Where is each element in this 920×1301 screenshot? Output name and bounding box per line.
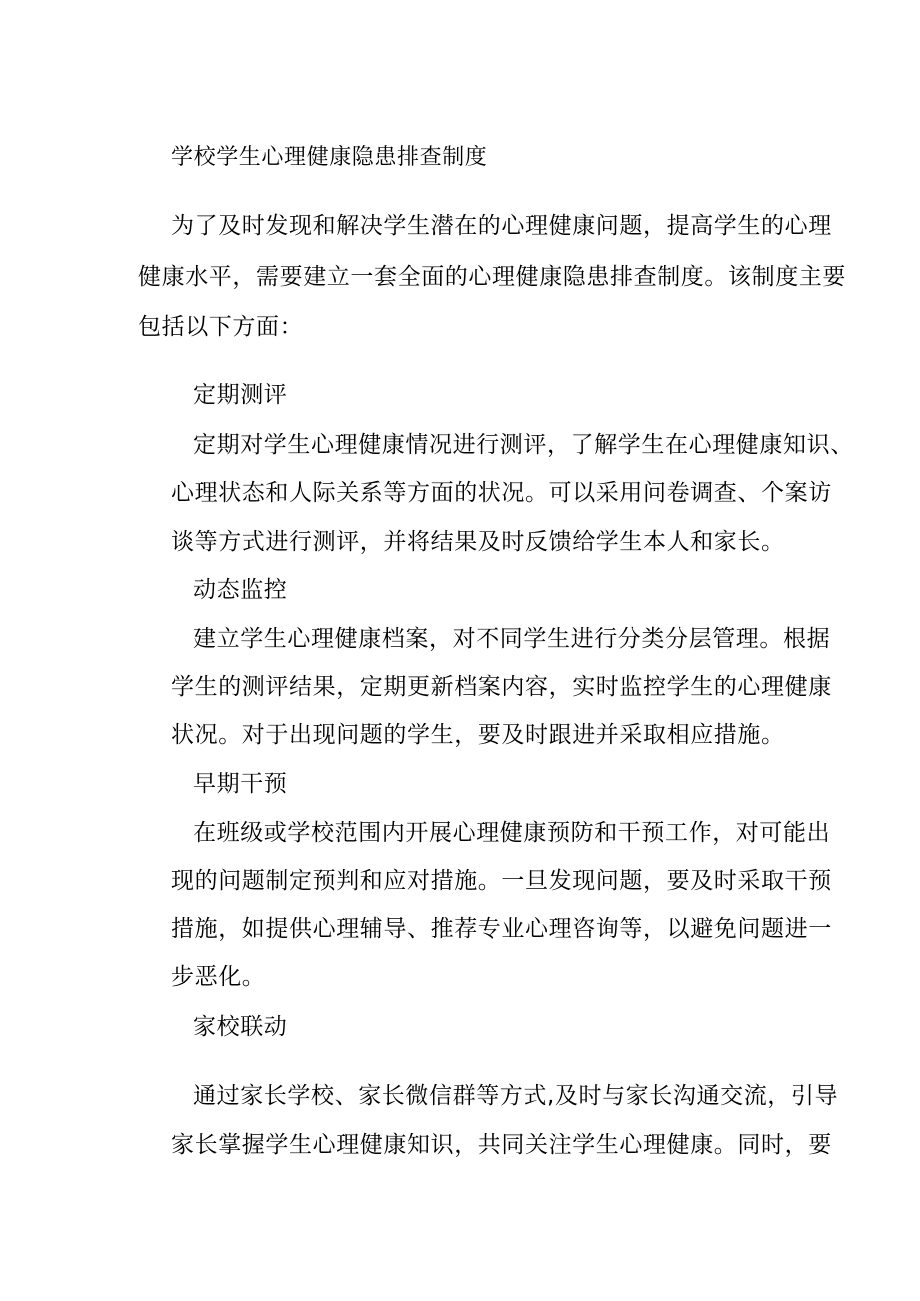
section-heading-dynamic-monitoring: 动态监控 xyxy=(193,577,288,603)
section-1-line-1: 定期对学生心理健康情况进行测评，了解学生在心理健康知识、 xyxy=(193,432,854,458)
section-heading-home-school-linkage: 家校联动 xyxy=(193,1014,288,1040)
section-1-line-3: 谈等方式进行测评，并将结果及时反馈给学生本人和家长。 xyxy=(171,529,785,555)
section-2-line-2: 学生的测评结果，定期更新档案内容，实时监控学生的心理健康 xyxy=(171,674,832,700)
section-3-line-3: 措施，如提供心理辅导、推荐专业心理咨询等，以避免问题进一 xyxy=(171,916,832,942)
intro-line-1: 为了及时发现和解决学生潜在的心理健康问题，提高学生的心理 xyxy=(171,213,832,239)
section-1-line-2: 心理状态和人际关系等方面的状况。可以采用问卷调查、个案访 xyxy=(171,480,832,506)
section-3-line-4: 步恶化。 xyxy=(171,964,266,990)
document-title: 学校学生心理健康隐患排查制度 xyxy=(171,145,488,170)
section-2-line-1: 建立学生心理健康档案，对不同学生进行分类分层管理。根据 xyxy=(193,626,831,652)
intro-line-2: 健康水平，需要建立一套全面的心理健康隐患排查制度。该制度主要 xyxy=(138,264,846,290)
section-2-line-3: 状况。对于出现问题的学生，要及时跟进并采取相应措施。 xyxy=(171,722,785,748)
section-3-line-1: 在班级或学校范围内开展心理健康预防和干预工作，对可能出 xyxy=(193,820,831,846)
section-4-line-1: 通过家长学校、家长微信群等方式,及时与家长沟通交流，引导 xyxy=(193,1083,839,1109)
section-heading-early-intervention: 早期干预 xyxy=(193,771,288,797)
section-3-line-2: 现的问题制定预判和应对措施。一旦发现问题，要及时采取干预 xyxy=(171,868,832,894)
intro-line-3: 包括以下方面： xyxy=(138,314,304,340)
section-4-line-2: 家长掌握学生心理健康知识，共同关注学生心理健康。同时，要 xyxy=(171,1132,832,1158)
section-heading-regular-assessment: 定期测评 xyxy=(193,382,288,408)
